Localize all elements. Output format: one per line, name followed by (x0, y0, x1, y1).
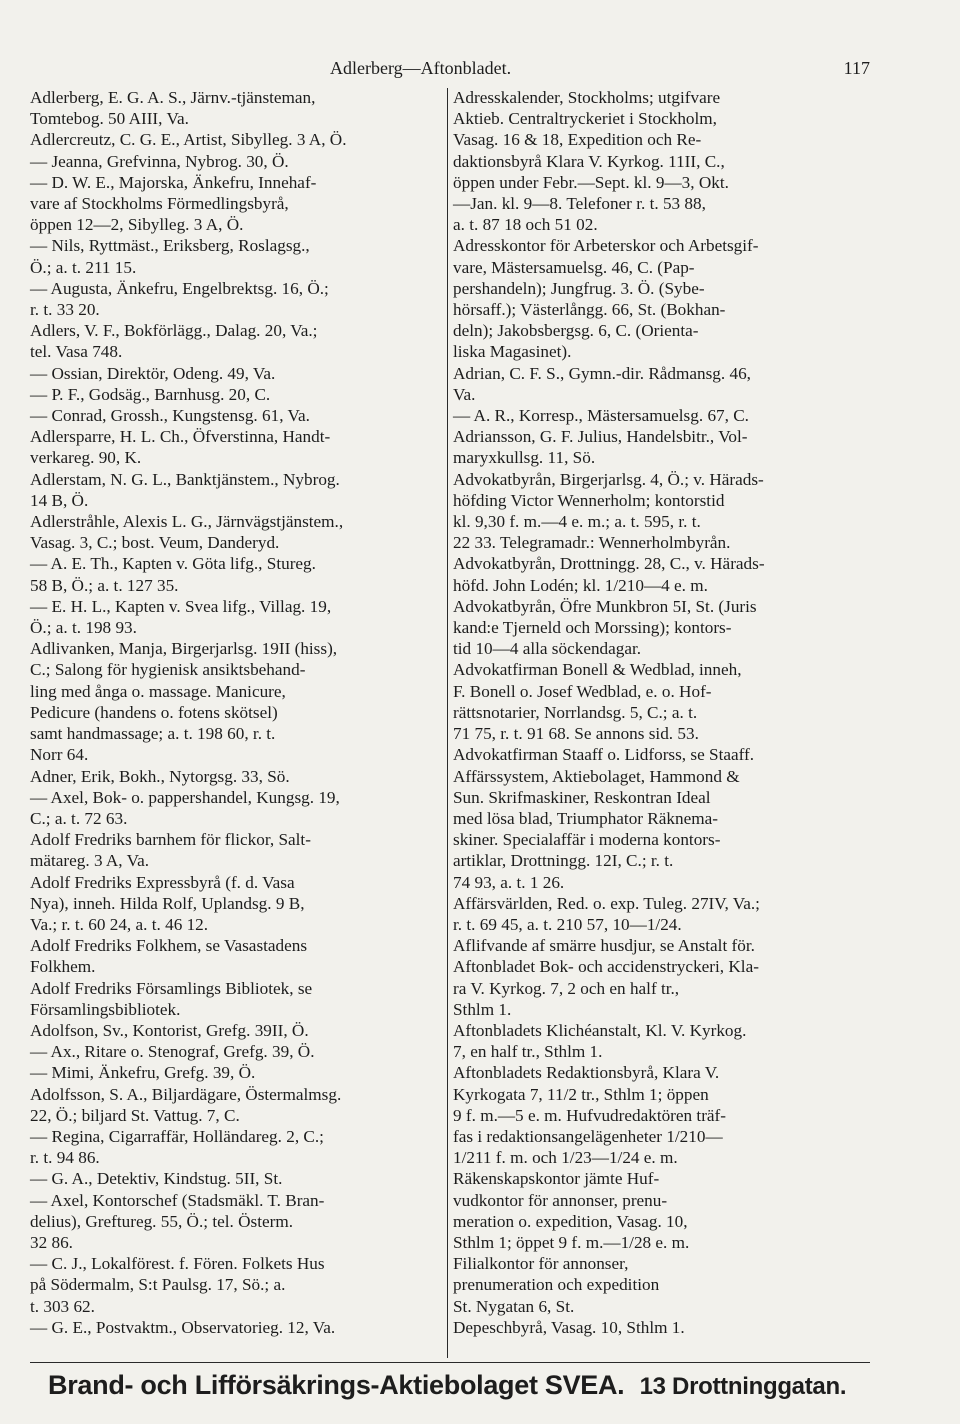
left-column (30, 87, 445, 1338)
entry-line: Ö.; a. t. 211 15. (30, 257, 137, 277)
footer-rule (30, 1362, 870, 1363)
entry-line: höfding Victor Wennerholm; kontorstid (453, 490, 725, 510)
directory-entry (453, 235, 868, 362)
directory-entry (453, 426, 868, 468)
entry-line: — A. R., Korresp., Mästersamuelsg. 67, C. (453, 406, 749, 426)
directory-entry (453, 1317, 868, 1338)
directory-entry (453, 363, 868, 405)
column-divider (447, 88, 448, 1358)
entry-line: 22, Ö.; biljard St. Vattug. 7, C. (30, 1105, 240, 1125)
entry-line: Adrian, C. F. S., Gymn.-dir. Rådmansg. 46, (453, 363, 751, 383)
directory-entry (30, 638, 445, 765)
entry-line: kl. 9,30 f. m.—4 e. m.; a. t. 595, r. t. (453, 512, 701, 532)
entry-line: verkareg. 90, K. (30, 448, 142, 468)
entry-line: Adlivanken, Manja, Birgerjarlsg. 19II (hiss), (30, 639, 338, 659)
page-number: 117 (843, 58, 870, 78)
entry-line: vare af Stockholms Förmedlingsbyrå, (30, 194, 289, 214)
entry-line: Aktieb. Centraltryckeriet i Stockholm, (453, 109, 717, 129)
entry-line: 22 33. Telegramadr.: Wennerholmbyrån. (453, 533, 731, 553)
entry-line: — Axel, Bok- o. pappershandel, Kungsg. 19, (30, 787, 340, 807)
entry-line: vudkontor för annonser, prenu- (453, 1190, 668, 1210)
entry-line: t. 303 62. (30, 1296, 95, 1316)
directory-entry (30, 278, 445, 320)
entry-line: — Jeanna, Grefvinna, Nybrog. 30, Ö. (30, 151, 289, 171)
entry-line: Advokatbyrån, Drottningg. 28, C., v. Härads- (453, 554, 765, 574)
entry-line: Adolfson, Sv., Kontorist, Grefg. 39II, Ö. (30, 1020, 309, 1040)
entry-line: på Södermalm, S:t Paulsg. 17, Sö.; a. (30, 1275, 286, 1295)
directory-entry (30, 129, 445, 150)
directory-entry (453, 1253, 868, 1317)
directory-entry (453, 935, 868, 956)
entry-line: Pedicure (handens o. fotens skötsel) (30, 702, 278, 722)
entry-line: Adlerstråhle, Alexis L. G., Järnvägstjänstem., (30, 512, 344, 532)
entry-line: Adriansson, G. F. Julius, Handelsbitr., Vol- (453, 427, 748, 447)
entry-line: Affärssystem, Aktiebolaget, Hammond & (453, 766, 740, 786)
entry-line: Aftonbladets Redaktionsbyrå, Klara V. (453, 1063, 720, 1083)
entry-line: tel. Vasa 748. (30, 342, 123, 362)
entry-line: Advokatfirman Staaff o. Lidforss, se Staaff. (453, 745, 755, 765)
entry-line: kand:e Tjerneld och Morssing); kontors- (453, 618, 732, 638)
entry-line: delius), Greftureg. 55, Ö.; tel. Österm. (30, 1211, 293, 1231)
entry-line: öppen under Febr.—Sept. kl. 9—3, Okt. (453, 172, 729, 192)
entry-line: Adolfsson, S. A., Biljardägare, Östermalmsg. (30, 1084, 342, 1104)
directory-entry (453, 1168, 868, 1253)
entry-line: Advokatfirman Bonell & Wedblad, inneh, (453, 660, 742, 680)
directory-entry (30, 829, 445, 871)
entry-line: Ö.; a. t. 198 93. (30, 618, 137, 638)
entry-line: — E. H. L., Kapten v. Svea lifg., Villag. 19, (30, 596, 332, 616)
directory-entry (30, 935, 445, 977)
right-column (453, 87, 868, 1338)
directory-entry (30, 363, 445, 384)
entry-line: St. Nygatan 6, St. (453, 1296, 575, 1316)
entry-line: 14 B, Ö. (30, 490, 89, 510)
entry-line: Adolf Fredriks barnhem för flickor, Salt- (30, 830, 311, 850)
entry-line: — P. F., Godsäg., Barnhusg. 20, C. (30, 384, 271, 404)
entry-line: ra V. Kyrkog. 7, 2 och en half tr., (453, 978, 680, 998)
entry-line: Adresskontor för Arbeterskor och Arbetsgif- (453, 236, 759, 256)
entry-line: ling med ånga o. massage. Manicure, (30, 681, 286, 701)
directory-entry (30, 384, 445, 405)
directory-entry (30, 511, 445, 553)
directory-entry (30, 1190, 445, 1254)
entry-line: tid 10—4 alla söckendagar. (453, 639, 642, 659)
entry-line: — G. E., Postvaktm., Observatorieg. 12, Va. (30, 1317, 336, 1337)
entry-line: Adlercreutz, C. G. E., Artist, Sibylleg. 3 A, Ö. (30, 130, 347, 150)
directory-entry (30, 1041, 445, 1062)
entry-line: 32 86. (30, 1232, 73, 1252)
entry-line: deln); Jakobsbergsg. 6, C. (Orienta- (453, 321, 699, 341)
entry-line: F. Bonell o. Josef Wedblad, e. o. Hof- (453, 681, 712, 701)
entry-line: Filialkontor för annonser, (453, 1254, 629, 1274)
entry-line: — Conrad, Grossh., Kungstensg. 61, Va. (30, 406, 310, 426)
entry-line: liska Magasinet). (453, 342, 572, 362)
entry-line: Aftonbladet Bok- och accidenstryckeri, Kla- (453, 957, 759, 977)
entry-line: — Mimi, Änkefru, Grefg. 39, Ö. (30, 1063, 256, 1083)
entry-line: Va.; r. t. 60 24, a. t. 46 12. (30, 914, 209, 934)
entry-line: —Jan. kl. 9—8. Telefoner r. t. 53 88, (453, 194, 706, 214)
entry-line: Kyrkogata 7, 11/2 tr., Sthlm 1; öppen (453, 1084, 709, 1104)
entry-line: skiner. Specialaffär i moderna kontors- (453, 830, 721, 850)
entry-line: rättsnotarier, Norrlandsg. 5, C.; a. t. (453, 702, 698, 722)
entry-line: — Axel, Kontorschef (Stadsmäkl. T. Bran- (30, 1190, 325, 1210)
directory-entry (30, 151, 445, 172)
entry-line: — C. J., Lokalförest. f. Fören. Folkets Hus (30, 1254, 325, 1274)
directory-entry (30, 1126, 445, 1168)
footer-advertisement (48, 1370, 846, 1401)
entry-line: Sun. Skrifmaskiner, Reskontran Ideal (453, 787, 711, 807)
entry-line: Folkhem. (30, 957, 96, 977)
entry-line: hörsaff.); Västerlångg. 66, St. (Bokhan- (453, 300, 726, 320)
entry-line: Adner, Erik, Bokh., Nytorgsg. 33, Sö. (30, 766, 290, 786)
entry-line: Advokatbyrån, Öfre Munkbron 5I, St. (Juris (453, 596, 757, 616)
directory-entry (453, 469, 868, 554)
entry-line: Sthlm 1. (453, 999, 512, 1019)
entry-line: Va. (453, 384, 476, 404)
entry-line: meration o. expedition, Vasag. 10, (453, 1211, 688, 1231)
entry-line: 58 B, Ö.; a. t. 127 35. (30, 575, 179, 595)
entry-line: med lösa blad, Triumphator Räknema- (453, 808, 718, 828)
directory-entry (453, 744, 868, 765)
entry-line: Adolf Fredriks Folkhem, se Vasastadens (30, 936, 308, 956)
entry-line: Adolf Fredriks Expressbyrå (f. d. Vasa (30, 872, 295, 892)
running-head: Adlerberg—Aftonbladet. (330, 58, 512, 78)
entry-line: 74 93, a. t. 1 26. (453, 872, 565, 892)
directory-entry (453, 553, 868, 595)
footer-ad-address: 13 Drottninggatan. (639, 1373, 847, 1400)
entry-line: — Augusta, Änkefru, Engelbrektsg. 16, Ö.; (30, 278, 329, 298)
directory-entry (30, 596, 445, 638)
entry-line: — Nils, Ryttmäst., Eriksberg, Roslagsg., (30, 236, 310, 256)
entry-line: — Regina, Cigarraffär, Holländareg. 2, C.; (30, 1126, 324, 1146)
entry-line: mätareg. 3 A, Va. (30, 851, 150, 871)
entry-line: r. t. 94 86. (30, 1148, 100, 1168)
directory-entry (453, 87, 868, 235)
entry-line: pershandeln); Jungfrug. 3. Ö. (Sybe- (453, 278, 705, 298)
directory-entry (30, 766, 445, 787)
directory-entry (30, 1062, 445, 1083)
entry-line: Vasag. 16 & 18, Expedition och Re- (453, 130, 702, 150)
entry-line: — G. A., Detektiv, Kindstug. 5II, St. (30, 1169, 283, 1189)
entry-line: — A. E. Th., Kapten v. Göta lifg., Stureg. (30, 554, 316, 574)
directory-entry (453, 659, 868, 744)
directory-entry (30, 1253, 445, 1317)
directory-entry (30, 405, 445, 426)
directory-entry (30, 1020, 445, 1041)
entry-line: Församlingsbibliotek. (30, 999, 181, 1019)
entry-line: Sthlm 1; öppet 9 f. m.—1/28 e. m. (453, 1232, 690, 1252)
directory-entry (30, 978, 445, 1020)
entry-line: 1/211 f. m. och 1/23—1/24 e. m. (453, 1148, 678, 1168)
entry-line: — D. W. E., Majorska, Änkefru, Innehaf- (30, 172, 317, 192)
entry-line: öppen 12—2, Sibylleg. 3 A, Ö. (30, 215, 244, 235)
directory-entry (453, 405, 868, 426)
directory-entry (30, 1084, 445, 1126)
entry-line: höfd. John Lodén; kl. 1/210—4 e. m. (453, 575, 708, 595)
entry-line: maryxkullsg. 11, Sö. (453, 448, 596, 468)
directory-entry (453, 766, 868, 893)
entry-line: Norr 64. (30, 745, 89, 765)
directory-entry (30, 1168, 445, 1189)
directory-entry (453, 956, 868, 1020)
entry-line: Vasag. 3, C.; bost. Veum, Danderyd. (30, 533, 280, 553)
entry-line: Aflifvande af smärre husdjur, se Anstalt för. (453, 936, 755, 956)
entry-line: Tomtebog. 50 AIII, Va. (30, 109, 189, 129)
entry-line: 71 75, r. t. 91 68. Se annons sid. 53. (453, 724, 699, 744)
entry-line: C.; a. t. 72 63. (30, 808, 128, 828)
entry-line: prenumeration och expedition (453, 1275, 660, 1295)
entry-line: r. t. 69 45, a. t. 210 57, 10—1/24. (453, 914, 682, 934)
directory-entry (30, 787, 445, 829)
directory-entry (453, 596, 868, 660)
entry-line: Depeschbyrå, Vasag. 10, Sthlm 1. (453, 1317, 685, 1337)
entry-line: C.; Salong för hygienisk ansiktsbehand- (30, 660, 306, 680)
entry-line: Adolf Fredriks Församlings Bibliotek, se (30, 978, 313, 998)
entry-line: Advokatbyrån, Birgerjarlsg. 4, Ö.; v. Härads- (453, 469, 764, 489)
footer-ad-name: Brand- och Lifförsäkrings-Aktiebolaget SVEA. (48, 1370, 625, 1400)
entry-line: Adlers, V. F., Bokförlägg., Dalag. 20, Va.; (30, 321, 318, 341)
entry-line: 9 f. m.—5 e. m. Hufvudredaktören träf- (453, 1105, 727, 1125)
entry-line: daktionsbyrå Klara V. Kyrkog. 11II, C., (453, 151, 725, 171)
directory-entry (453, 1020, 868, 1062)
directory-entry (453, 1062, 868, 1168)
directory-entry (30, 87, 445, 129)
directory-entry (30, 320, 445, 362)
entry-line: — Ossian, Direktör, Odeng. 49, Va. (30, 363, 276, 383)
entry-line: r. t. 33 20. (30, 300, 100, 320)
entry-line: Adlersparre, H. L. Ch., Öfverstinna, Handt- (30, 427, 331, 447)
directory-entry (30, 553, 445, 595)
entry-line: artiklar, Drottningg. 12I, C.; r. t. (453, 851, 674, 871)
entry-line: Adlerberg, E. G. A. S., Järnv.-tjänsteman, (30, 88, 316, 107)
entry-line: vare, Mästersamuelsg. 46, C. (Pap- (453, 257, 695, 277)
entry-line: a. t. 87 18 och 51 02. (453, 215, 598, 235)
directory-entry (30, 872, 445, 936)
entry-line: Räkenskapskontor jämte Huf- (453, 1169, 660, 1189)
directory-entry (30, 172, 445, 236)
directory-entry (30, 469, 445, 511)
entry-line: samt handmassage; a. t. 198 60, r. t. (30, 724, 276, 744)
directory-entry (30, 426, 445, 468)
entry-line: Affärsvärlden, Red. o. exp. Tuleg. 27IV, Va.; (453, 893, 760, 913)
page-header (30, 58, 870, 84)
directory-entry (30, 235, 445, 277)
entry-line: Nya), inneh. Hilda Rolf, Uplandsg. 9 B, (30, 893, 305, 913)
entry-line: Adresskalender, Stockholms; utgifvare (453, 88, 721, 107)
entry-line: fas i redaktionsangelägenheter 1/210— (453, 1126, 723, 1146)
entry-line: Adlerstam, N. G. L., Banktjänstem., Nybrog. (30, 469, 340, 489)
entry-line: — Ax., Ritare o. Stenograf, Grefg. 39, Ö. (30, 1042, 315, 1062)
entry-line: Aftonbladets Klichéanstalt, Kl. V. Kyrkog. (453, 1020, 747, 1040)
entry-line: 7, en half tr., Sthlm 1. (453, 1042, 603, 1062)
directory-entry (30, 1317, 445, 1338)
directory-entry (453, 893, 868, 935)
